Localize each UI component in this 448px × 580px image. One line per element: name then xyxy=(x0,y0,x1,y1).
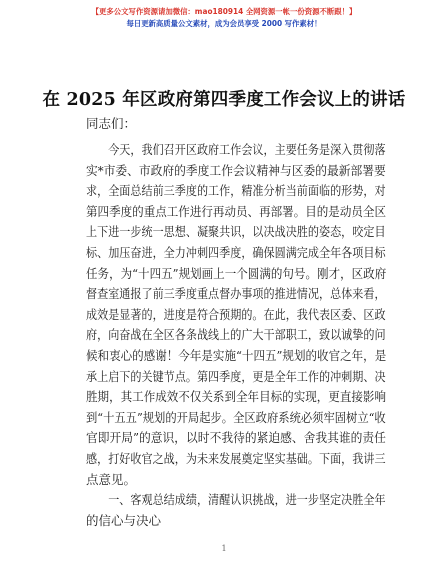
body-line: 今天，我们召开区政府工作会议，主要任务是深入贯彻落 xyxy=(86,142,386,157)
body-line: 第四季度的重点工作进行再动员、再部署。目的是动员全区 xyxy=(86,203,387,219)
body-line: 督查室通报了前三季度重点督办事项的推进情况，总体来看， xyxy=(86,286,386,302)
page-number: 1 xyxy=(221,544,227,553)
body-line: 标、加压奋进，全力冲刺四季度，确保圆满完成全年各项目标 xyxy=(86,244,386,260)
body-line: 求，全面总结前三季度的工作，精准分析当前面临的形势，对 xyxy=(86,183,386,199)
body-line: 上下进一步统一思想、凝聚共识，以决战决胜的姿态，咬定目 xyxy=(86,224,386,240)
body-line: 任务，为“十四五”规划画上一个圆满的句号。刚才，区政府 xyxy=(86,265,387,281)
body-line: 到“十五五”规划的开局起步。全区政府系统必须牢固树立“收 xyxy=(86,409,386,425)
body-line: 点意见。 xyxy=(86,471,137,487)
body-line: 府，向奋战在全区各条战线上的广大干部职工，致以诚挚的问 xyxy=(86,327,386,343)
promo-banner-line-2: 每日更新高质量公文素材，成为会员享受 2000 写作素材！ xyxy=(126,19,322,28)
body-line: 感，打好收官之战，为未来发展奠定坚实基础。下面，我讲三 xyxy=(86,450,386,466)
salutation: 同志们： xyxy=(86,116,137,131)
body-line: 实*市委、市政府的季度工作会议精神与区委的最新部署要 xyxy=(86,162,386,178)
promo-banner xyxy=(0,6,448,30)
body-line: 承上启下的关键节点。第四季度，更是全年工作的冲刺期、决 xyxy=(86,368,386,384)
body-line: 胜期，其工作成效不仅关系到全年目标的实现，更直接影响 xyxy=(86,389,387,405)
section-heading: 一、客观总结成绩，清醒认识挑战，进一步坚定决胜全年 xyxy=(86,492,386,508)
promo-banner-line-1: 【更多公文写作资源请加微信：mao180914 全网资源一帐一份资源不断跟！】 xyxy=(91,7,357,16)
body-line: 官即开局”的意识，以时不我待的紧迫感、舍我其谁的责任 xyxy=(86,430,386,446)
body-line: 成效是显著的，进度是符合预期的。在此，我代表区委、区政 xyxy=(86,306,386,322)
section-heading-cont: 的信心与决心 xyxy=(86,512,162,528)
document-title: 在 2025 年区政府第四季度工作会议上的讲话 xyxy=(42,90,406,110)
body-line: 候和衷心的感谢！今年是实施“十四五”规划的收官之年，是 xyxy=(86,347,387,363)
document-body xyxy=(86,140,386,531)
